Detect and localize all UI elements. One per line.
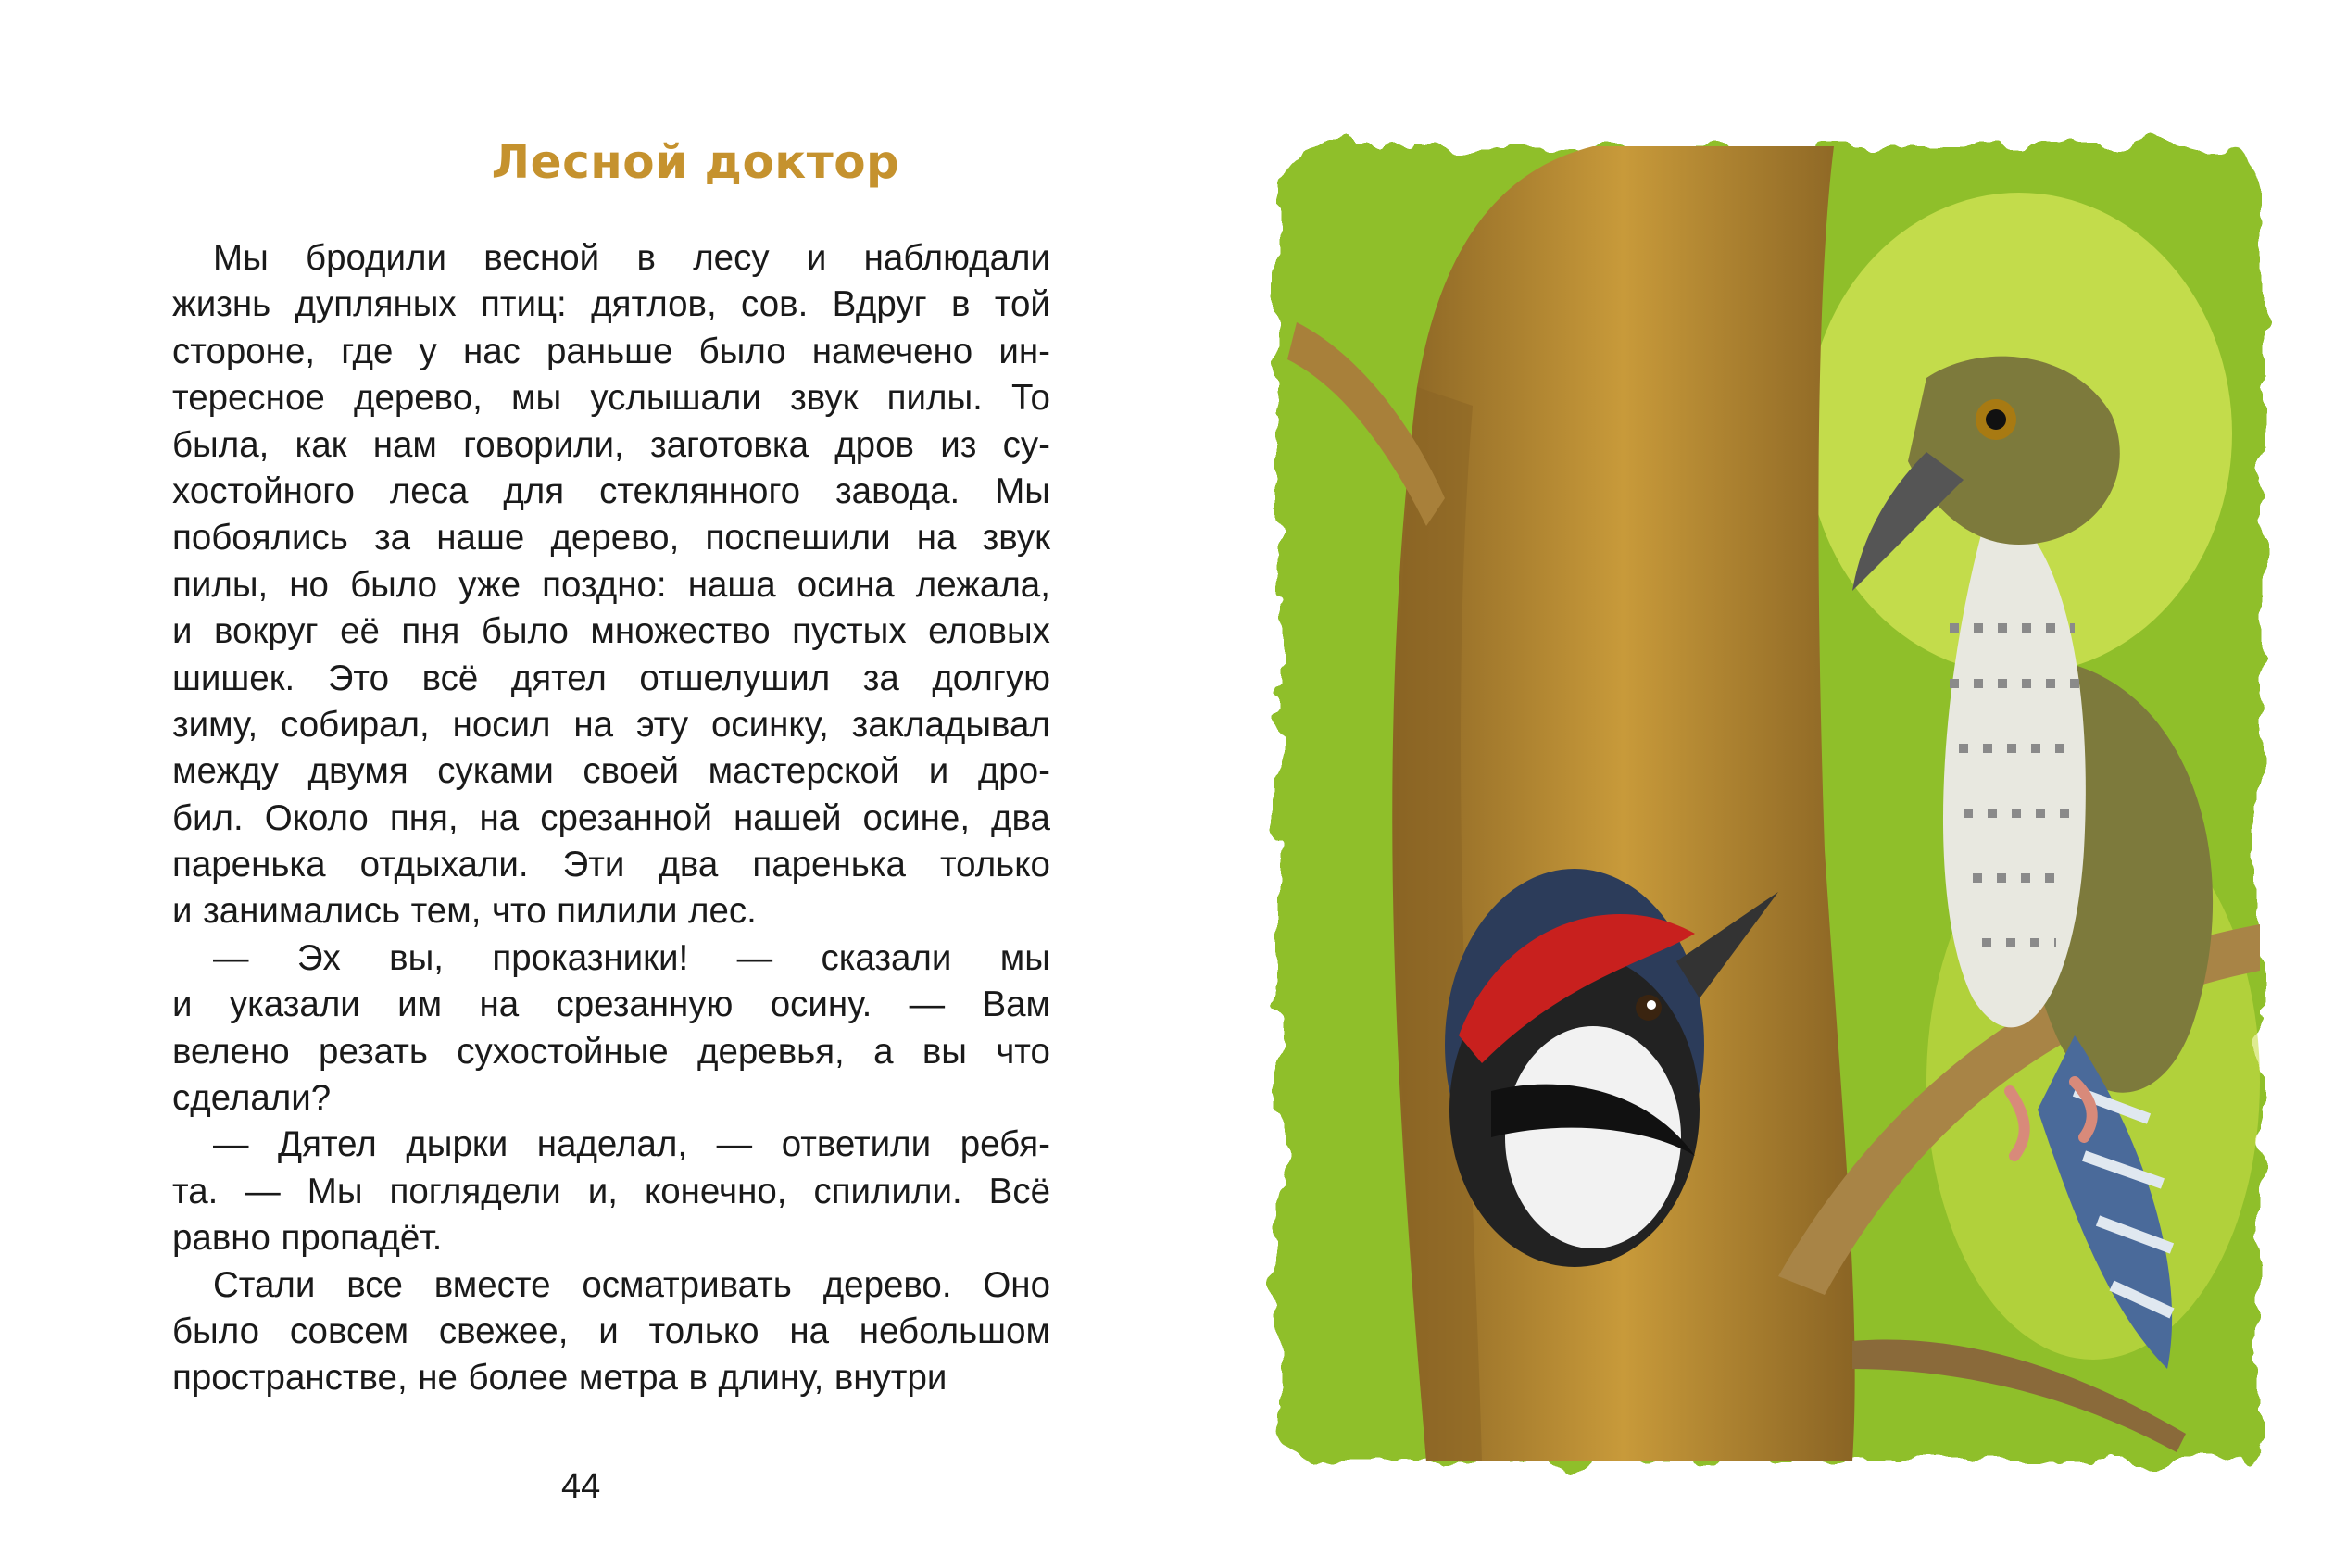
text-line: сделали?: [172, 1078, 332, 1119]
story-title: Лесной доктор: [491, 135, 900, 189]
story-body: [172, 235, 1050, 1402]
text-line: — Эх вы, проказники! — сказали мы: [213, 937, 1050, 978]
text-line: тересное дерево, мы услышали звук пилы. То: [172, 378, 1050, 419]
text-line: та. — Мы поглядели и, конечно, спилили. Всё: [172, 1171, 1050, 1211]
text-line: бил. Около пня, на срезанной нашей осине, два: [172, 797, 1050, 838]
woodpecker-cuckoo-illustration: [1260, 109, 2278, 1499]
illustration: [1260, 109, 2278, 1499]
text-line: стороне, где у нас раньше было намечено ин-: [172, 331, 1050, 371]
text-line: пилы, но было уже поздно: наша осина лежала,: [172, 564, 1050, 605]
text-line: хостойного леса для стеклянного завода. Мы: [172, 470, 1050, 511]
text-line: жизнь дупляных птиц: дятлов, сов. Вдруг в той: [172, 284, 1050, 325]
text-line: было совсем свежее, и только на небольшом: [172, 1311, 1050, 1351]
text-line: между двумя суками своей мастерской и дро-: [172, 751, 1050, 792]
text-line: пространстве, не более метра в длину, внутри: [172, 1358, 947, 1399]
text-line: равно пропадёт.: [172, 1218, 443, 1259]
page-number: 44: [561, 1467, 601, 1506]
text-line: и вокруг её пня было множество пустых еловых: [172, 611, 1050, 652]
text-line: и занимались тем, что пилили лес.: [172, 891, 757, 932]
text-line: Стали все вместе осматривать дерево. Оно: [213, 1264, 1050, 1305]
text-line: была, как нам говорили, заготовка дров из су-: [172, 424, 1050, 465]
text-line: зиму, собирал, носил на эту осинку, закладывал: [172, 704, 1050, 745]
text-line: — Дятел дырки наделал, — ответили ребя-: [213, 1124, 1050, 1165]
text-line: паренька отдыхали. Эти два паренька только: [172, 845, 1050, 885]
text-line: Мы бродили весной в лесу и наблюдали: [213, 238, 1050, 278]
text-line: шишек. Это всё дятел отшелушил за долгую: [172, 658, 1050, 698]
text-line: и указали им на срезанную осину. — Вам: [172, 985, 1050, 1025]
text-line: велено резать сухостойные деревья, а вы что: [172, 1031, 1050, 1072]
text-line: побоялись за наше дерево, поспешили на звук: [172, 518, 1050, 558]
